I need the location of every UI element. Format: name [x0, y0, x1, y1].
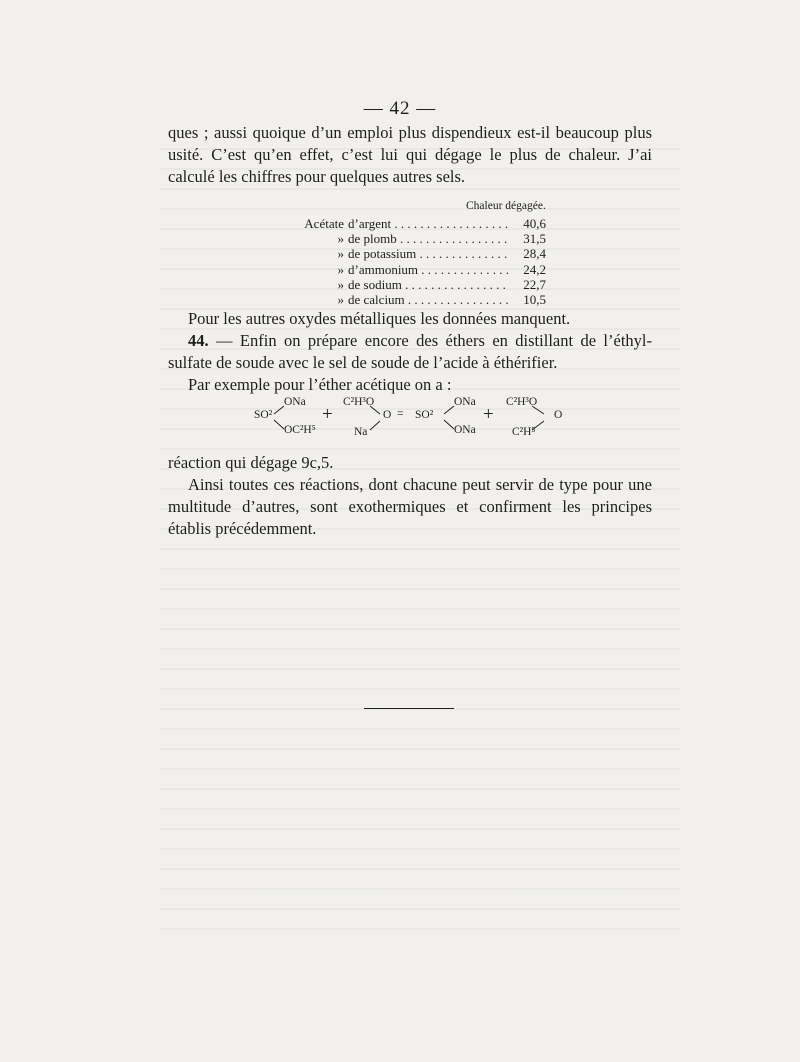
so2-left: SO²: [254, 409, 273, 421]
row-value: 40,6: [523, 216, 546, 231]
so2-right: SO²: [415, 409, 434, 421]
plus-sign-2: +: [483, 404, 494, 425]
row-value: 28,4: [523, 246, 546, 262]
row-value: 10,5: [523, 292, 546, 308]
table-header: Chaleur dégagée.: [466, 200, 546, 212]
c2h5-label: C²H⁵: [512, 426, 536, 438]
table-row: [256, 246, 546, 261]
chemical-equation: [250, 396, 590, 446]
page-number: — 42 —: [363, 98, 437, 119]
row-label: »: [337, 261, 344, 277]
paragraph-example: Par exemple pour l’éther acétique on a :: [188, 375, 452, 394]
section-44: [168, 330, 652, 374]
table-row: [256, 231, 546, 246]
row-item: d’argent . . .: [348, 216, 508, 231]
row-item: de sodium . . .: [348, 277, 508, 292]
ona-right-top: ONa: [454, 396, 476, 408]
heat-table: [256, 216, 546, 307]
table-row: [256, 216, 546, 231]
table-row: [256, 277, 546, 292]
row-value: 24,2: [523, 261, 546, 277]
section-number: 44.: [188, 331, 209, 350]
o-right: O: [554, 409, 563, 421]
row-label: Acétate: [304, 216, 344, 231]
ona-right-bottom: ONa: [454, 424, 476, 436]
row-value: 22,7: [523, 276, 546, 292]
section-text: — Enfin on prépare encore des éthers en distillant de l’éthyl-sulfate de soude avec le sel de soude de l’acide à éthérifier.: [168, 331, 653, 372]
paragraph-reaction: réaction qui dégage 9c,5.: [168, 453, 334, 472]
row-item: de potassium . . .: [348, 246, 508, 261]
c2h3o-right: C²H³O: [506, 396, 538, 408]
row-value: 31,5: [523, 231, 546, 247]
table-row: [256, 292, 546, 307]
equals-sign: =: [397, 408, 404, 420]
table-row: [256, 262, 546, 277]
row-label: »: [337, 292, 344, 308]
row-label: »: [337, 276, 344, 292]
na-label: Na: [354, 426, 368, 438]
row-item: de calcium . . .: [348, 292, 508, 307]
row-item: d’ammonium . . .: [348, 262, 508, 277]
row-label: »: [337, 231, 344, 247]
end-rule: [364, 708, 454, 709]
paragraph-conclusion: Ainsi toutes ces réactions, dont chacune peut servir de type pour une multitude d’autres, sont exothermiques et confirment les principes établis précédemment.: [168, 475, 652, 538]
paragraph-intro: ques ; aussi quoique d’un emploi plus dispendieux est-il beaucoup plus usité. C’est qu’en effet, c’est lui qui dégage le plus de chaleur. J’ai calculé les chiffres pour quelques autres sels.: [168, 123, 652, 186]
c2h3o-left: C²H³O: [343, 396, 375, 408]
plus-sign-1: +: [322, 404, 333, 425]
paragraph-oxides: Pour les autres oxydes métalliques les données manquent.: [188, 309, 571, 328]
ona-left: ONa: [284, 396, 306, 408]
oc2h5: OC²H⁵: [284, 424, 316, 436]
row-label: »: [337, 246, 344, 262]
row-item: de plomb . . .: [348, 231, 508, 246]
o-left: O: [383, 409, 392, 421]
